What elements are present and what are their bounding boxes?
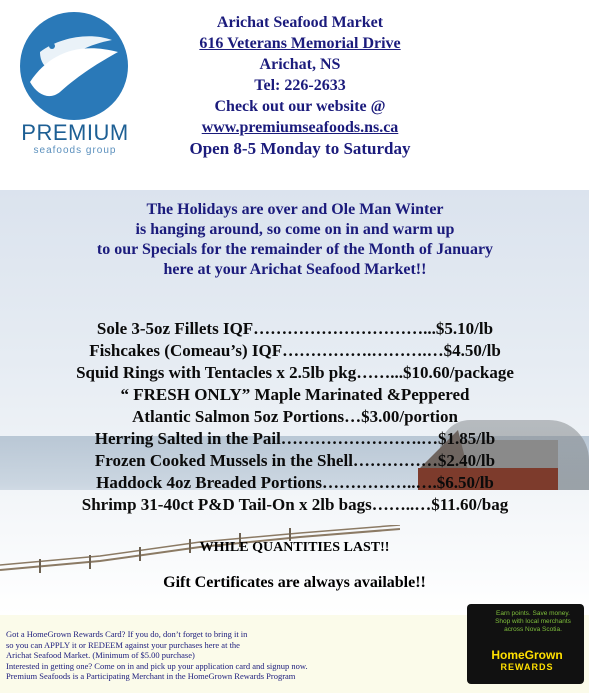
premium-logo-icon (20, 12, 128, 120)
special-item: Herring Salted in the Pail…………………….…$1.85/lb (94, 429, 496, 448)
rewards-line: Got a HomeGrown Rewards Card? If you do, don’t forget to bring it in (6, 629, 248, 639)
special-item: Sole 3-5oz Fillets IQF…………………………...$5.10/lb (96, 319, 494, 338)
logo-subtitle: seafoods group (33, 145, 117, 156)
website-prompt: Check out our website @ (214, 98, 386, 115)
special-item: “ FRESH ONLY” Maple Marinated &Peppered (120, 385, 470, 404)
promo-message (40, 200, 550, 280)
logo-wordmark: PREMIUM (21, 120, 129, 145)
header (0, 0, 589, 190)
card-tagline: Earn points. Save money. Shop with local merchants across Nova Scotia. (495, 610, 571, 633)
special-item: Fishcakes (Comeau’s) IQF…………….……….…$4.50/lb (89, 341, 501, 360)
rewards-line: Interested in getting one? Come on in and pick up your application card and signup now. (6, 660, 308, 671)
card-rewards: REWARDS (500, 662, 554, 672)
rewards-line: Premium Seafoods is a Participating Merchant in the HomeGrown Rewards Program (6, 671, 296, 681)
store-town: Arichat, NS (259, 56, 341, 73)
rewards-line: Arichat Seafood Market. (Minimum of $5.00 purchase) (6, 650, 195, 660)
store-info (150, 12, 450, 159)
homegrown-rewards-card (467, 604, 584, 684)
special-item: Shrimp 31-40ct P&D Tail-On x 2lb bags……..…$11.60/bag (81, 495, 509, 514)
quantities-warning: WHILE QUANTITIES LAST!! (199, 540, 390, 555)
promo-line: to our Specials for the remainder of the Month of January (96, 241, 494, 258)
store-address: 616 Veterans Memorial Drive (199, 35, 401, 52)
store-phone: Tel: 226-2633 (254, 77, 346, 94)
special-item: Atlantic Salmon 5oz Portions…$3.00/portion (132, 407, 458, 426)
store-name: Arichat Seafood Market (216, 14, 384, 31)
store-hours: Open 8-5 Monday to Saturday (189, 139, 411, 158)
promo-line: here at your Arichat Seafood Market!! (163, 261, 427, 278)
specials-list (30, 318, 560, 516)
gift-certificate-note: Gift Certificates are always available!! (163, 574, 426, 591)
promo-line: is hanging around, so come on in and warm up (135, 221, 455, 238)
website-link[interactable]: www.premiumseafoods.ns.ca (201, 119, 399, 136)
special-item: Squid Rings with Tentacles x 2.5lb pkg……...$10.60/package (76, 363, 514, 382)
winter-scene (0, 190, 589, 615)
rewards-line: so you can APPLY it or REDEEM against your purchases here at the (6, 639, 240, 650)
rewards-info (6, 629, 426, 682)
special-item: Frozen Cooked Mussels in the Shell……………$2.40/lb (94, 451, 496, 470)
promo-line: The Holidays are over and Ole Man Winter (146, 201, 444, 218)
card-brand: HomeGrown (491, 648, 563, 662)
special-item: Haddock 4oz Breaded Portions……………..….$6.50/lb (96, 473, 494, 492)
